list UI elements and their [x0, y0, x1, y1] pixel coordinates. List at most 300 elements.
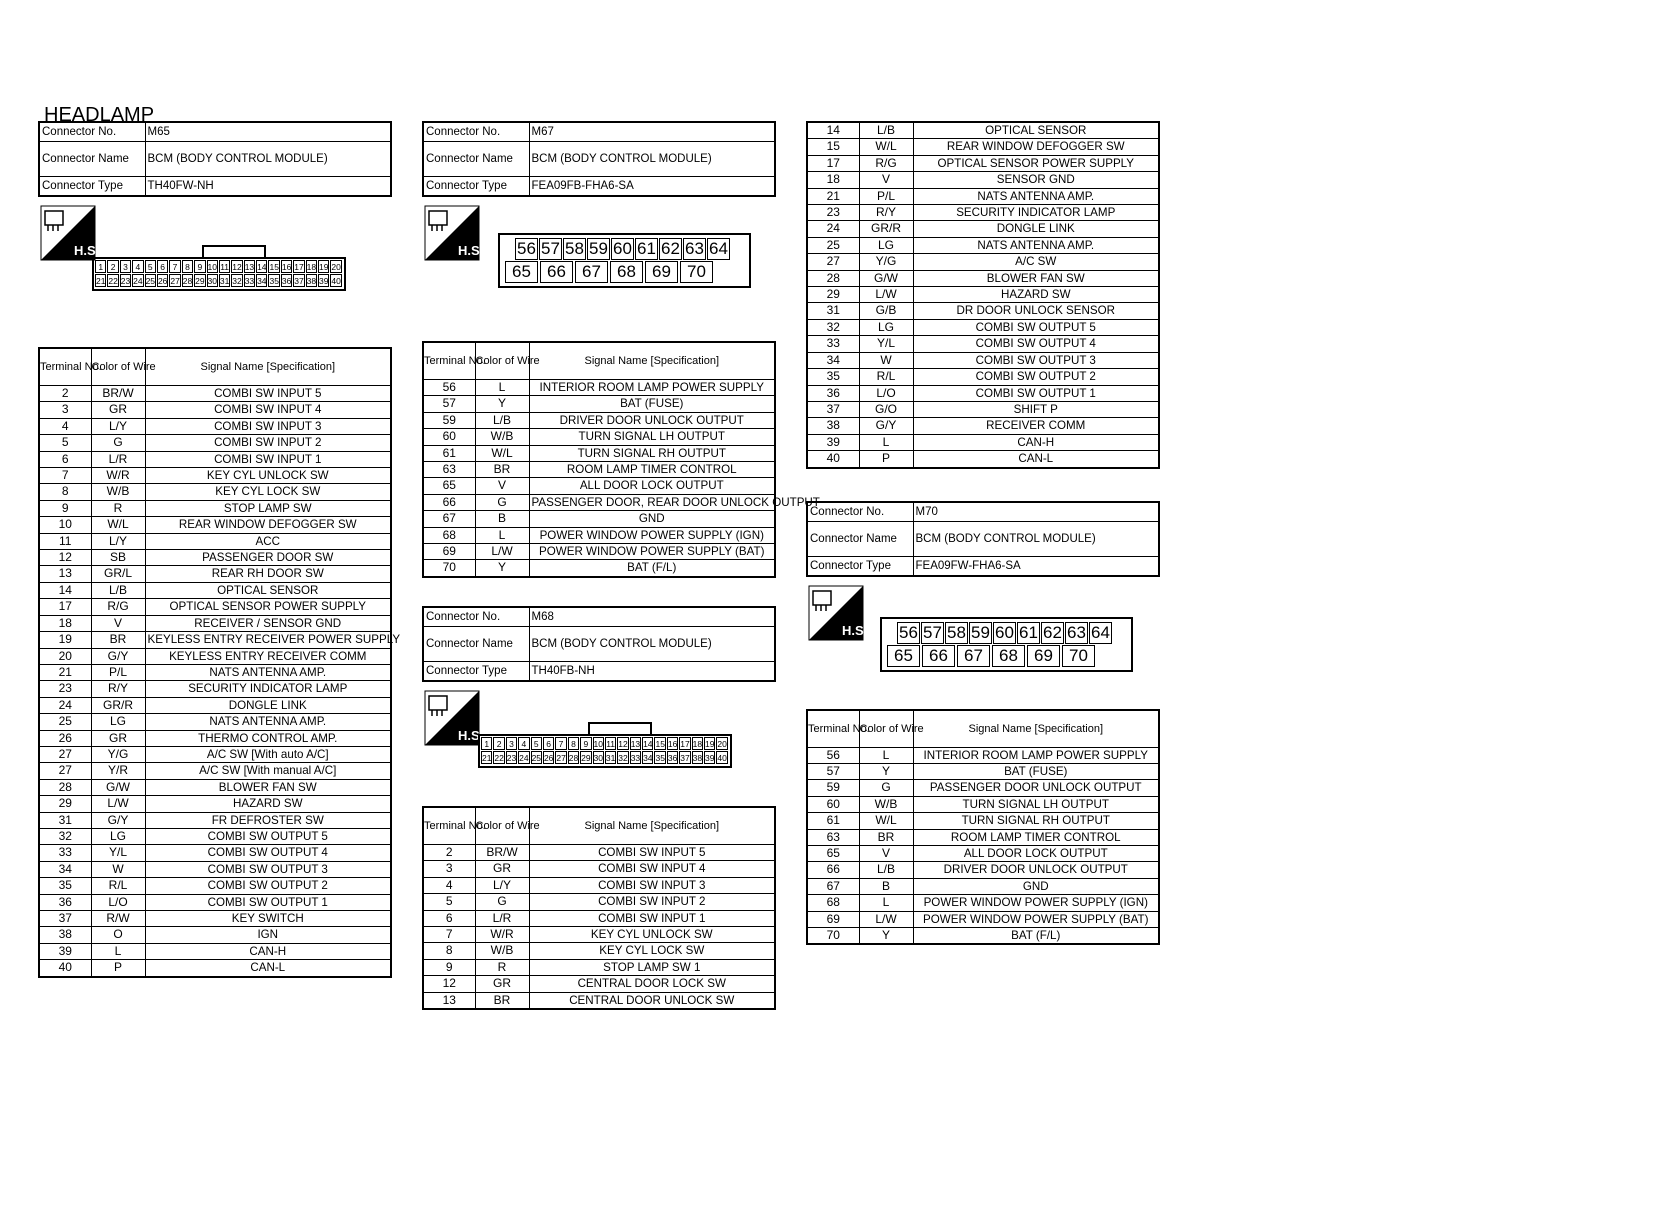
col-header-terminal: Terminal No.	[807, 710, 859, 748]
pin-number: 39	[705, 752, 715, 763]
pin-number: 60	[611, 238, 634, 260]
pin-number: 37	[294, 276, 304, 286]
pin-number: 12	[618, 738, 628, 749]
pin-number: 1	[95, 260, 106, 273]
signal-name: KEY CYL UNLOCK SW	[145, 468, 391, 484]
signal-name: NATS ANTENNA AMP.	[145, 714, 391, 730]
pin-number: 40	[717, 752, 727, 763]
harness-side-icon	[424, 205, 484, 261]
terminal-row	[423, 544, 775, 560]
signal-name: POWER WINDOW POWER SUPPLY (IGN)	[529, 527, 775, 543]
terminal-no: 68	[423, 527, 475, 543]
pin-number: 16	[667, 738, 678, 749]
wire-color: Y	[859, 928, 913, 945]
signal-name: COMBI SW OUTPUT 5	[913, 319, 1159, 335]
label-connector-no: Connector No.	[423, 607, 529, 627]
harness-side-icon	[40, 205, 100, 261]
terminal-row	[39, 697, 391, 713]
terminal-no: 60	[807, 796, 859, 812]
terminal-no: 8	[423, 943, 475, 959]
terminal-row	[423, 462, 775, 478]
pin-number: 67	[575, 261, 608, 283]
signal-name: BLOWER FAN SW	[913, 270, 1159, 286]
terminal-row	[423, 511, 775, 527]
terminal-row	[807, 122, 1159, 139]
wire-color: G	[859, 780, 913, 796]
wire-color: L/W	[475, 544, 529, 560]
col-header-signal: Signal Name [Specification]	[913, 710, 1159, 748]
pin-number: 59	[969, 622, 992, 644]
terminal-no: 36	[39, 894, 91, 910]
wire-color: G	[475, 494, 529, 510]
wire-color: L/Y	[91, 533, 145, 549]
wire-color: B	[859, 878, 913, 894]
pin-grid	[478, 734, 732, 768]
wire-color: R	[91, 500, 145, 516]
wire-color: R/G	[859, 155, 913, 171]
label-connector-name: Connector Name	[39, 142, 145, 177]
wire-color: P/L	[859, 188, 913, 204]
wire-color: R/Y	[859, 205, 913, 221]
terminal-row	[39, 812, 391, 828]
wire-color: W/B	[475, 943, 529, 959]
label-connector-type: Connector Type	[423, 661, 529, 681]
pin-grid	[880, 617, 1133, 672]
signal-name: ALL DOOR LOCK OUTPUT	[529, 478, 775, 494]
signal-name: BAT (F/L)	[529, 560, 775, 577]
terminal-row	[807, 845, 1159, 861]
terminal-row	[807, 385, 1159, 401]
wire-color: G/Y	[859, 418, 913, 434]
pin-number: 27	[170, 276, 180, 286]
terminal-row	[807, 895, 1159, 911]
wire-color: L/O	[859, 385, 913, 401]
terminal-no: 27	[39, 746, 91, 762]
pin-number: 28	[182, 276, 193, 286]
pin-number: 62	[1041, 622, 1064, 644]
wire-color: L	[91, 943, 145, 959]
terminal-no: 33	[807, 336, 859, 352]
terminal-no: 38	[39, 927, 91, 943]
signal-name: ACC	[145, 533, 391, 549]
pin-number: 64	[707, 238, 730, 260]
terminal-no: 57	[807, 763, 859, 779]
signal-name: CENTRAL DOOR LOCK SW	[529, 976, 775, 992]
connector-info-m68	[422, 606, 776, 682]
terminal-row	[39, 648, 391, 664]
wire-color: BR	[475, 992, 529, 1009]
pin-number: 58	[945, 622, 968, 644]
terminal-no: 34	[39, 861, 91, 877]
signal-name: A/C SW [With manual A/C]	[145, 763, 391, 779]
terminal-no: 9	[423, 959, 475, 975]
terminal-no: 8	[39, 484, 91, 500]
pin-number: 38	[692, 752, 703, 763]
label-connector-type: Connector Type	[39, 177, 145, 197]
pin-number: 56	[897, 622, 920, 644]
signal-name: DRIVER DOOR UNLOCK OUTPUT	[529, 412, 775, 428]
terminal-no: 14	[39, 582, 91, 598]
signal-name: HAZARD SW	[145, 796, 391, 812]
pin-number: 18	[306, 262, 317, 272]
signal-name: PASSENGER DOOR, REAR DOOR UNLOCK OUTPUT	[529, 494, 775, 510]
signal-name: SECURITY INDICATOR LAMP	[145, 681, 391, 697]
col-header-color: Color of Wire	[91, 348, 145, 386]
terminal-no: 56	[423, 380, 475, 396]
terminal-no: 10	[39, 517, 91, 533]
signal-name: A/C SW	[913, 254, 1159, 270]
pin-number: 36	[281, 276, 292, 286]
terminal-no: 24	[807, 221, 859, 237]
terminal-row	[39, 468, 391, 484]
terminal-no: 15	[807, 139, 859, 155]
terminal-row	[807, 780, 1159, 796]
col-header-color: Color of Wire	[859, 710, 913, 748]
wire-color: LG	[859, 319, 913, 335]
terminal-no: 7	[39, 468, 91, 484]
signal-name: COMBI SW INPUT 2	[529, 894, 775, 910]
pin-number: 32	[232, 276, 242, 286]
wire-color: W/B	[91, 484, 145, 500]
terminal-no: 40	[39, 960, 91, 977]
terminal-no: 6	[423, 910, 475, 926]
wire-color: R/L	[859, 369, 913, 385]
label-connector-type: Connector Type	[423, 177, 529, 197]
pin-number: 33	[630, 752, 641, 763]
terminal-row	[807, 747, 1159, 763]
terminal-row	[39, 730, 391, 746]
wire-color: BR	[859, 829, 913, 845]
terminal-row	[423, 478, 775, 494]
pin-number: 2	[493, 737, 504, 750]
wire-color: Y/G	[859, 254, 913, 270]
signal-name: STOP LAMP SW 1	[529, 959, 775, 975]
signal-name: FR DEFROSTER SW	[145, 812, 391, 828]
pin-number: 6	[157, 260, 168, 273]
pin-number: 24	[519, 752, 529, 763]
signal-name: DONGLE LINK	[913, 221, 1159, 237]
terminal-no: 39	[39, 943, 91, 959]
connector-name: BCM (BODY CONTROL MODULE)	[145, 142, 391, 177]
wire-color: G/O	[859, 401, 913, 417]
terminal-no: 35	[39, 878, 91, 894]
terminal-row	[39, 599, 391, 615]
pin-number: 4	[518, 737, 529, 750]
pin-number: 67	[957, 645, 990, 667]
wire-color: W	[91, 861, 145, 877]
pin-number: 25	[531, 752, 542, 763]
terminal-table-m70	[806, 709, 1160, 946]
pin-number: 36	[667, 752, 678, 763]
terminal-no: 6	[39, 451, 91, 467]
pin-number: 8	[568, 737, 579, 750]
signal-name: DR DOOR UNLOCK SENSOR	[913, 303, 1159, 319]
terminal-row	[39, 943, 391, 959]
terminal-no: 3	[39, 402, 91, 418]
wire-color: GR/R	[859, 221, 913, 237]
pin-number: 4	[132, 260, 143, 273]
terminal-row	[807, 172, 1159, 188]
label-connector-name: Connector Name	[807, 521, 913, 556]
signal-name: TURN SIGNAL RH OUTPUT	[913, 813, 1159, 829]
pin-number: 40	[331, 276, 341, 286]
connector-info-m70	[806, 501, 1160, 577]
pin-number: 35	[655, 752, 665, 763]
pin-number: 65	[505, 261, 538, 283]
connector-diagram-m65	[38, 197, 392, 347]
wire-color: W	[859, 352, 913, 368]
terminal-no: 38	[807, 418, 859, 434]
terminal-no: 59	[423, 412, 475, 428]
pin-number: 61	[1017, 622, 1040, 644]
signal-name: COMBI SW OUTPUT 3	[913, 352, 1159, 368]
terminal-no: 11	[39, 533, 91, 549]
signal-name: COMBI SW OUTPUT 1	[145, 894, 391, 910]
wire-color: B	[475, 511, 529, 527]
pin-number: 64	[1089, 622, 1112, 644]
terminal-row	[807, 254, 1159, 270]
pin-number: 23	[120, 276, 131, 286]
wire-color: G/Y	[91, 812, 145, 828]
pin-number: 69	[1027, 645, 1060, 667]
pin-number: 16	[281, 262, 292, 272]
signal-name: COMBI SW INPUT 1	[145, 451, 391, 467]
pin-number: 66	[540, 261, 573, 283]
signal-name: REAR RH DOOR SW	[145, 566, 391, 582]
pin-number: 11	[220, 262, 230, 272]
label-connector-name: Connector Name	[423, 142, 529, 177]
signal-name: KEYLESS ENTRY RECEIVER COMM	[145, 648, 391, 664]
pin-number: 10	[207, 262, 217, 272]
signal-name: TURN SIGNAL LH OUTPUT	[913, 796, 1159, 812]
terminal-row	[423, 396, 775, 412]
pin-number: 5	[145, 260, 156, 273]
pin-number: 66	[922, 645, 955, 667]
wire-color: L	[859, 747, 913, 763]
signal-name: PASSENGER DOOR UNLOCK OUTPUT	[913, 780, 1159, 796]
wire-color: L/B	[859, 862, 913, 878]
terminal-row	[807, 221, 1159, 237]
terminal-no: 3	[423, 861, 475, 877]
pin-number: 59	[587, 238, 610, 260]
signal-name: COMBI SW OUTPUT 2	[145, 878, 391, 894]
terminal-no: 29	[39, 796, 91, 812]
terminal-row	[39, 435, 391, 451]
pin-number: 12	[232, 262, 242, 272]
terminal-no: 63	[807, 829, 859, 845]
terminal-row	[39, 386, 391, 402]
wire-color: LG	[91, 714, 145, 730]
terminal-no: 66	[807, 862, 859, 878]
terminal-row	[423, 861, 775, 877]
signal-name: BLOWER FAN SW	[145, 779, 391, 795]
signal-name: POWER WINDOW POWER SUPPLY (BAT)	[913, 911, 1159, 927]
pin-number: 22	[494, 752, 504, 763]
terminal-row	[39, 894, 391, 910]
terminal-no: 32	[39, 828, 91, 844]
col-header-signal: Signal Name [Specification]	[529, 342, 775, 380]
terminal-no: 9	[39, 500, 91, 516]
terminal-no: 68	[807, 895, 859, 911]
terminal-row	[423, 894, 775, 910]
harness-side-icon	[808, 585, 868, 641]
signal-name: KEYLESS ENTRY RECEIVER POWER SUPPLY	[145, 632, 391, 648]
terminal-row	[423, 976, 775, 992]
signal-name: INTERIOR ROOM LAMP POWER SUPPLY	[529, 380, 775, 396]
signal-name: REAR WINDOW DEFOGGER SW	[913, 139, 1159, 155]
connector-type: TH40FW-NH	[145, 177, 391, 197]
wire-color: GR/L	[91, 566, 145, 582]
wire-color: P	[859, 451, 913, 468]
terminal-no: 65	[423, 478, 475, 494]
terminal-no: 14	[807, 122, 859, 139]
terminal-row	[423, 527, 775, 543]
pin-number: 28	[568, 752, 579, 763]
wire-color: W/L	[475, 445, 529, 461]
terminal-no: 21	[807, 188, 859, 204]
wire-color: R/Y	[91, 681, 145, 697]
terminal-no: 5	[423, 894, 475, 910]
terminal-row	[423, 560, 775, 577]
signal-name: CAN-H	[145, 943, 391, 959]
wire-color: LG	[91, 828, 145, 844]
terminal-row	[39, 796, 391, 812]
terminal-row	[807, 139, 1159, 155]
col-header-terminal: Terminal No.	[39, 348, 91, 386]
terminal-row	[39, 911, 391, 927]
pin-number: 13	[244, 262, 255, 272]
signal-name: CENTRAL DOOR UNLOCK SW	[529, 992, 775, 1009]
terminal-row	[39, 828, 391, 844]
pin-number: 34	[257, 276, 267, 286]
label-connector-no: Connector No.	[39, 122, 145, 142]
terminal-no: 12	[39, 550, 91, 566]
wire-color: R/W	[91, 911, 145, 927]
terminal-no: 37	[39, 911, 91, 927]
wire-color: L	[475, 527, 529, 543]
connector-type: FEA09FB-FHA6-SA	[529, 177, 775, 197]
signal-name: CAN-H	[913, 434, 1159, 450]
wire-color: V	[91, 615, 145, 631]
terminal-no: 69	[807, 911, 859, 927]
terminal-row	[423, 494, 775, 510]
wire-color: L	[859, 895, 913, 911]
terminal-row	[807, 287, 1159, 303]
terminal-row	[423, 910, 775, 926]
pin-number: 33	[244, 276, 255, 286]
terminal-no: 67	[807, 878, 859, 894]
signal-name: OPTICAL SENSOR POWER SUPPLY	[145, 599, 391, 615]
wire-color: G	[91, 435, 145, 451]
connector-no: M65	[145, 122, 391, 142]
terminal-row	[807, 763, 1159, 779]
signal-name: COMBI SW OUTPUT 2	[913, 369, 1159, 385]
pin-number: 35	[269, 276, 279, 286]
pin-number: 21	[96, 276, 106, 286]
signal-name: PASSENGER DOOR SW	[145, 550, 391, 566]
terminal-no: 20	[39, 648, 91, 664]
wire-color: L/Y	[91, 418, 145, 434]
signal-name: BAT (F/L)	[913, 928, 1159, 945]
wire-color: L/R	[475, 910, 529, 926]
col-header-terminal: Terminal No.	[423, 807, 475, 845]
wire-color: W/B	[475, 429, 529, 445]
signal-name: NATS ANTENNA AMP.	[913, 237, 1159, 253]
connector-diagram-m67	[422, 197, 776, 341]
svg-text:H.S.: H.S.	[458, 727, 484, 743]
wire-color: W/L	[859, 139, 913, 155]
terminal-row	[807, 796, 1159, 812]
terminal-no: 70	[807, 928, 859, 945]
pin-number: 31	[605, 752, 616, 763]
terminal-row	[807, 369, 1159, 385]
terminal-row	[39, 582, 391, 598]
pin-number: 24	[133, 276, 143, 286]
signal-name: ROOM LAMP TIMER CONTROL	[529, 462, 775, 478]
wire-color: R/L	[91, 878, 145, 894]
signal-name: SENSOR GND	[913, 172, 1159, 188]
terminal-row	[39, 615, 391, 631]
terminal-row	[807, 270, 1159, 286]
signal-name: HAZARD SW	[913, 287, 1159, 303]
terminal-no: 37	[807, 401, 859, 417]
signal-name: COMBI SW OUTPUT 4	[913, 336, 1159, 352]
wire-color: L/W	[859, 911, 913, 927]
terminal-no: 36	[807, 385, 859, 401]
col-header-signal: Signal Name [Specification]	[529, 807, 775, 845]
signal-name: OPTICAL SENSOR	[913, 122, 1159, 139]
col-header-color: Color of Wire	[475, 342, 529, 380]
terminal-no: 57	[423, 396, 475, 412]
signal-name: COMBI SW OUTPUT 4	[145, 845, 391, 861]
pin-number: 15	[655, 738, 665, 749]
terminal-row	[423, 429, 775, 445]
terminal-no: 56	[807, 747, 859, 763]
wire-color: SB	[91, 550, 145, 566]
terminal-row	[807, 205, 1159, 221]
pin-number: 23	[506, 752, 517, 763]
pin-number: 10	[593, 738, 603, 749]
terminal-row	[423, 959, 775, 975]
terminal-table-m67	[422, 341, 820, 578]
signal-name: A/C SW [With auto A/C]	[145, 746, 391, 762]
pin-number: 13	[630, 738, 641, 749]
pin-number: 57	[921, 622, 944, 644]
pin-number: 69	[645, 261, 678, 283]
signal-name: SHIFT P	[913, 401, 1159, 417]
pin-number: 17	[680, 738, 690, 749]
wire-color: L/Y	[475, 877, 529, 893]
terminal-no: 63	[423, 462, 475, 478]
terminal-table-m65	[38, 347, 401, 978]
wire-color: BR	[91, 632, 145, 648]
pin-number: 20	[331, 262, 341, 272]
pin-number: 9	[194, 260, 205, 273]
signal-name: COMBI SW INPUT 3	[145, 418, 391, 434]
pin-number: 8	[182, 260, 193, 273]
pin-number: 2	[107, 260, 118, 273]
terminal-row	[39, 664, 391, 680]
wire-color: BR/W	[475, 844, 529, 860]
pin-number: 11	[606, 738, 616, 749]
terminal-row	[39, 779, 391, 795]
terminal-row	[39, 550, 391, 566]
terminal-no: 29	[807, 287, 859, 303]
pin-number: 70	[1062, 645, 1095, 667]
pin-number: 63	[683, 238, 706, 260]
wire-color: L/B	[475, 412, 529, 428]
terminal-no: 21	[39, 664, 91, 680]
